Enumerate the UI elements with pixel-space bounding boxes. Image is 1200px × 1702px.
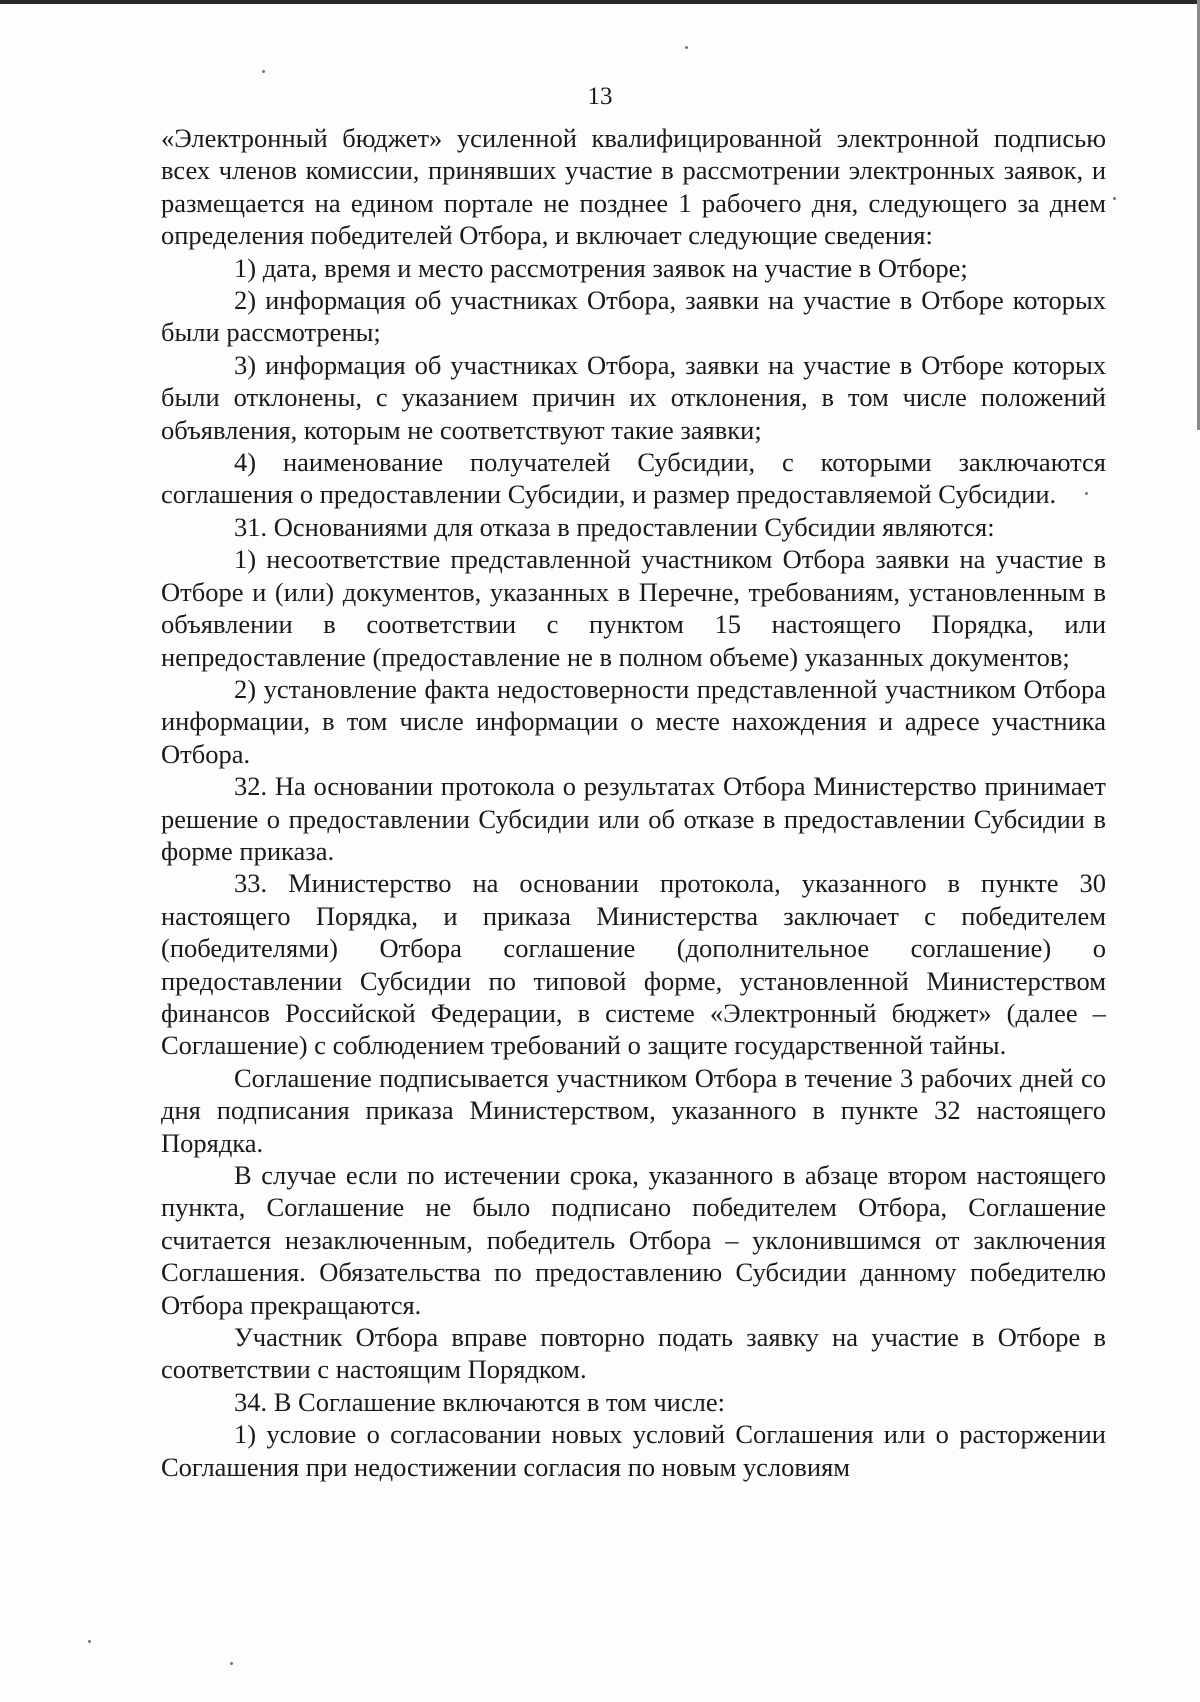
scan-speck [1113, 197, 1116, 200]
scan-speck [685, 46, 688, 49]
page-number: 13 [587, 83, 613, 110]
clause-31-item-1: 1) несоответствие представленной участником Отбора заявки на участие в Отборе и (или) документов, указанных в Перечне, требованиям, установленным в объявлении в соответствии с пунктом 15 настоящего Порядка, или непредоставление (предоставление не в полном объеме) указанных документов; [161, 544, 1106, 672]
list-item-rejected-participants: 3) информация об участниках Отбора, заявки на участие в Отборе которых были отклонены, с указанием причин их отклонения, в том числе положений объявления, которым не соответствуют такие заявки; [161, 349, 1106, 445]
paragraph-continuation: «Электронный бюджет» усиленной квалифицированной электронной подписью всех членов комиссии, принявших участие в рассмотрении электронных заявок, и размещается на едином портале не позднее 1 рабочего дня, следующего за днем определения победителей Отбора, и включает следующие сведения: [161, 123, 1106, 251]
clause-31-item-2: 2) установление факта недостоверности представленной участником Отбора информации, в том числе информации о месте нахождения и адресе участника Отбора. [161, 673, 1106, 769]
scan-edge-top [0, 0, 1200, 4]
clause-32: 32. На основании протокола о результатах Отбора Министерство принимает решение о предоставлении Субсидии или об отказе в предоставлении Субсидии в форме приказа. [161, 771, 1106, 866]
scan-speck [262, 70, 265, 73]
list-item-date-time-place: 1) дата, время и место рассмотрения заявок на участие в Отборе; [234, 252, 968, 283]
scan-speck [88, 1640, 91, 1643]
clause-31: 31. Основаниями для отказа в предоставлении Субсидии являются: [234, 511, 995, 542]
scan-speck [1085, 492, 1088, 495]
clause-33-unsigned: В случае если по истечении срока, указанного в абзаце втором настоящего пункта, Соглашение не было подписано победителем Отбора, Соглашение считается незаключенным, победитель Отбора – уклонившимся от заключения Соглашения. Обязательства по предоставлению Субсидии данному победителю Отбора прекращаются. [161, 1160, 1106, 1320]
list-item-considered-participants: 2) информация об участниках Отбора, заявки на участие в Отборе которых были рассмотрены; [161, 285, 1106, 348]
clause-33-reapply: Участник Отбора вправе повторно подать заявку на участие в Отборе в соответствии с настоящим Порядком. [161, 1322, 1106, 1385]
document-body [161, 122, 1106, 1483]
scan-speck [230, 1662, 233, 1665]
clause-33-signing: Соглашение подписывается участником Отбора в течение 3 рабочих дней со дня подписания приказа Министерством, указанного в пункте 32 настоящего Порядка. [161, 1062, 1106, 1158]
list-item-recipients: 4) наименование получателей Субсидии, с которыми заключаются соглашения о предоставлении Субсидии, и размер предоставляемой Субсидии. [161, 447, 1106, 510]
clause-33: 33. Министерство на основании протокола, указанного в пункте 30 настоящего Порядка, и приказа Министерства заключает с победителем (победителями) Отбора соглашение (дополнительное соглашение) о предоставлении Субсидии по типовой форме, установленной Министерством финансов Российской Федерации, в системе «Электронный бюджет» (далее – Соглашение) с соблюдением требований о защите государственной тайны. [161, 868, 1106, 1061]
clause-34: 34. В Соглашение включаются в том числе: [234, 1386, 725, 1417]
clause-34-item-1: 1) условие о согласовании новых условий Соглашения или о расторжении Соглашения при недостижении согласия по новым условиям [161, 1419, 1106, 1482]
